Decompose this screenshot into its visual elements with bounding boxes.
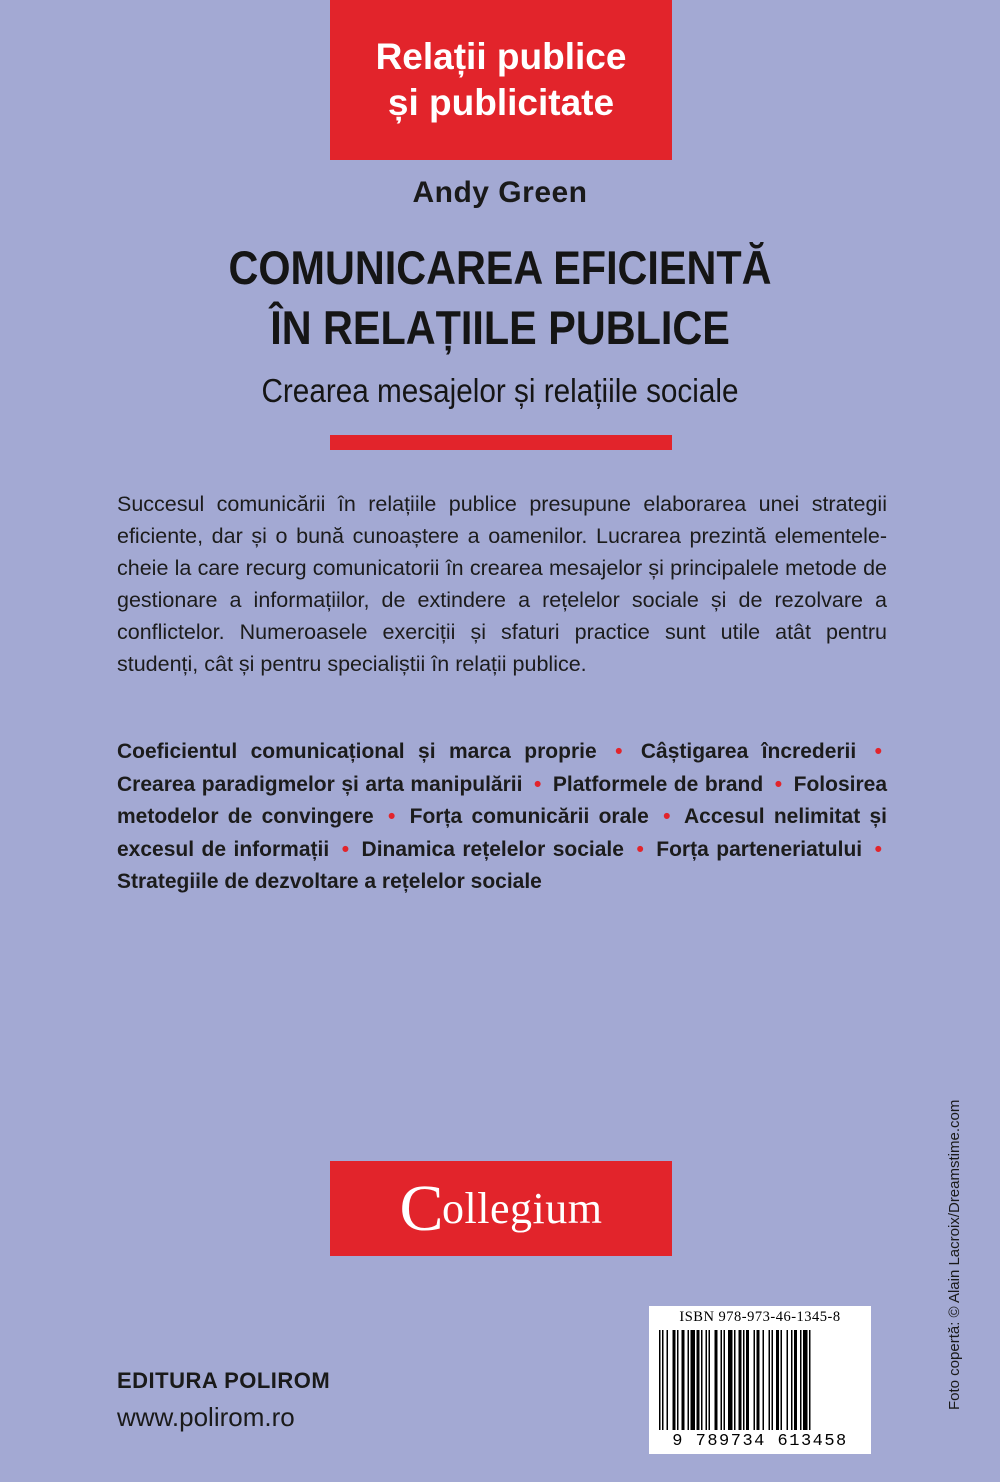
ean-digits: 9 789734 613458 (672, 1432, 848, 1451)
barcode-bar (743, 1330, 745, 1430)
topic-separator-bullet: • (663, 805, 671, 828)
series-label-line-1: Relații publice (375, 36, 627, 77)
topic-item: Forța comunicării orale (409, 805, 649, 828)
topic-item: Folosirea metodelor de convingere (117, 772, 888, 828)
series-label-line-2: și publicitate (387, 82, 615, 123)
barcode-bar (662, 1330, 664, 1430)
topics-list (117, 736, 887, 899)
barcode-bar (701, 1330, 703, 1430)
barcode-bar (772, 1330, 774, 1430)
isbn-barcode-panel (649, 1306, 871, 1454)
divider-bar (330, 435, 672, 450)
barcode-bar (667, 1330, 669, 1430)
topic-separator-bullet: • (615, 740, 623, 763)
collegium-logo-text: ollegium (442, 1184, 603, 1233)
barcode-bar (746, 1330, 749, 1430)
photo-credit: Foto copertă: © Alain Lacroix/Dreamstime.com (946, 1099, 963, 1410)
barcode-bar (781, 1330, 783, 1430)
topic-item: Dinamica rețelelor sociale (361, 837, 624, 861)
collegium-logo (330, 1161, 672, 1256)
topic-item: Coeficientul comunicațional și marca proprie (117, 740, 597, 763)
barcode-bar (688, 1330, 690, 1430)
publisher-website: www.polirom.ro (117, 1402, 295, 1432)
topic-separator-bullet: • (534, 772, 542, 796)
barcode-bar (673, 1330, 676, 1430)
barcode-bar (721, 1330, 723, 1430)
topic-item: Strategiile de dezvoltare a rețelelor sociale (117, 870, 542, 893)
barcode-bar (706, 1330, 708, 1430)
book-title (60, 238, 940, 358)
book-title-line-2: ÎN RELAȚIILE PUBLICE (270, 301, 730, 354)
barcode-bar (715, 1330, 718, 1430)
book-title-line-1: COMUNICAREA EFICIENTĂ (228, 241, 772, 294)
topic-item: Câștigarea încrederii (640, 740, 857, 763)
series-label-box (330, 0, 672, 160)
publisher-name: EDITURA POLIROM (117, 1368, 331, 1393)
topic-separator-bullet: • (874, 740, 883, 763)
barcode-bar (659, 1330, 661, 1430)
barcode-bar (682, 1330, 685, 1430)
barcode-bar (754, 1330, 756, 1430)
isbn-number: ISBN 978-973-46-1345-8 (679, 1309, 841, 1325)
topic-separator-bullet: • (774, 772, 783, 796)
barcode-bar (763, 1330, 765, 1430)
barcode-bar (794, 1330, 797, 1430)
topic-separator-bullet: • (341, 837, 350, 861)
book-description: Succesul comunicării în relațiile publice presupune elaborarea unei strategii eficiente, dar și o bună cunoaștere a oamenilor. Lucrarea prezintă elementele-cheie la care recurg comunicatorii în crearea mesajelor și principalele metode de gestionare a informațiilor, de extindere a rețelelor sociale și de rezolvare a conflictelor. Numeroasele exerciții și sfaturi practice sunt utile atât pentru studenți, cât și pentru specialiștii în relații publice. (117, 492, 887, 676)
barcode-bar (724, 1330, 726, 1430)
barcode-bar (809, 1330, 811, 1430)
barcode-bar (800, 1330, 802, 1430)
barcode-bar (734, 1330, 736, 1430)
barcode-bar (709, 1330, 711, 1430)
topic-item: Accesul nelimitat și excesul de informații (117, 805, 888, 861)
collegium-logo-initial: C (399, 1171, 445, 1245)
barcode-bar (791, 1330, 793, 1430)
topic-item: Platformele de brand (552, 772, 764, 796)
topic-separator-bullet: • (387, 805, 396, 828)
barcode-bar (776, 1330, 779, 1430)
topic-item: Forța parteneriatului (656, 837, 863, 861)
barcode-bar (803, 1330, 808, 1430)
barcode-bar (739, 1330, 742, 1430)
barcode-graphic (659, 1330, 861, 1430)
barcode-bar (691, 1330, 696, 1430)
barcode-bar (677, 1330, 679, 1430)
author-name: Andy Green (412, 176, 588, 209)
topic-item: Crearea paradigmelor și arta manipulării (117, 772, 523, 796)
barcode-bar (757, 1330, 760, 1430)
topic-separator-bullet: • (874, 837, 882, 861)
barcode-bar (728, 1330, 733, 1430)
barcode-bar (697, 1330, 700, 1430)
barcode-bar (769, 1330, 771, 1430)
book-subtitle: Crearea mesajelor și relațiile sociale (261, 372, 739, 409)
barcode-bar (787, 1330, 789, 1430)
topic-separator-bullet: • (636, 837, 644, 861)
